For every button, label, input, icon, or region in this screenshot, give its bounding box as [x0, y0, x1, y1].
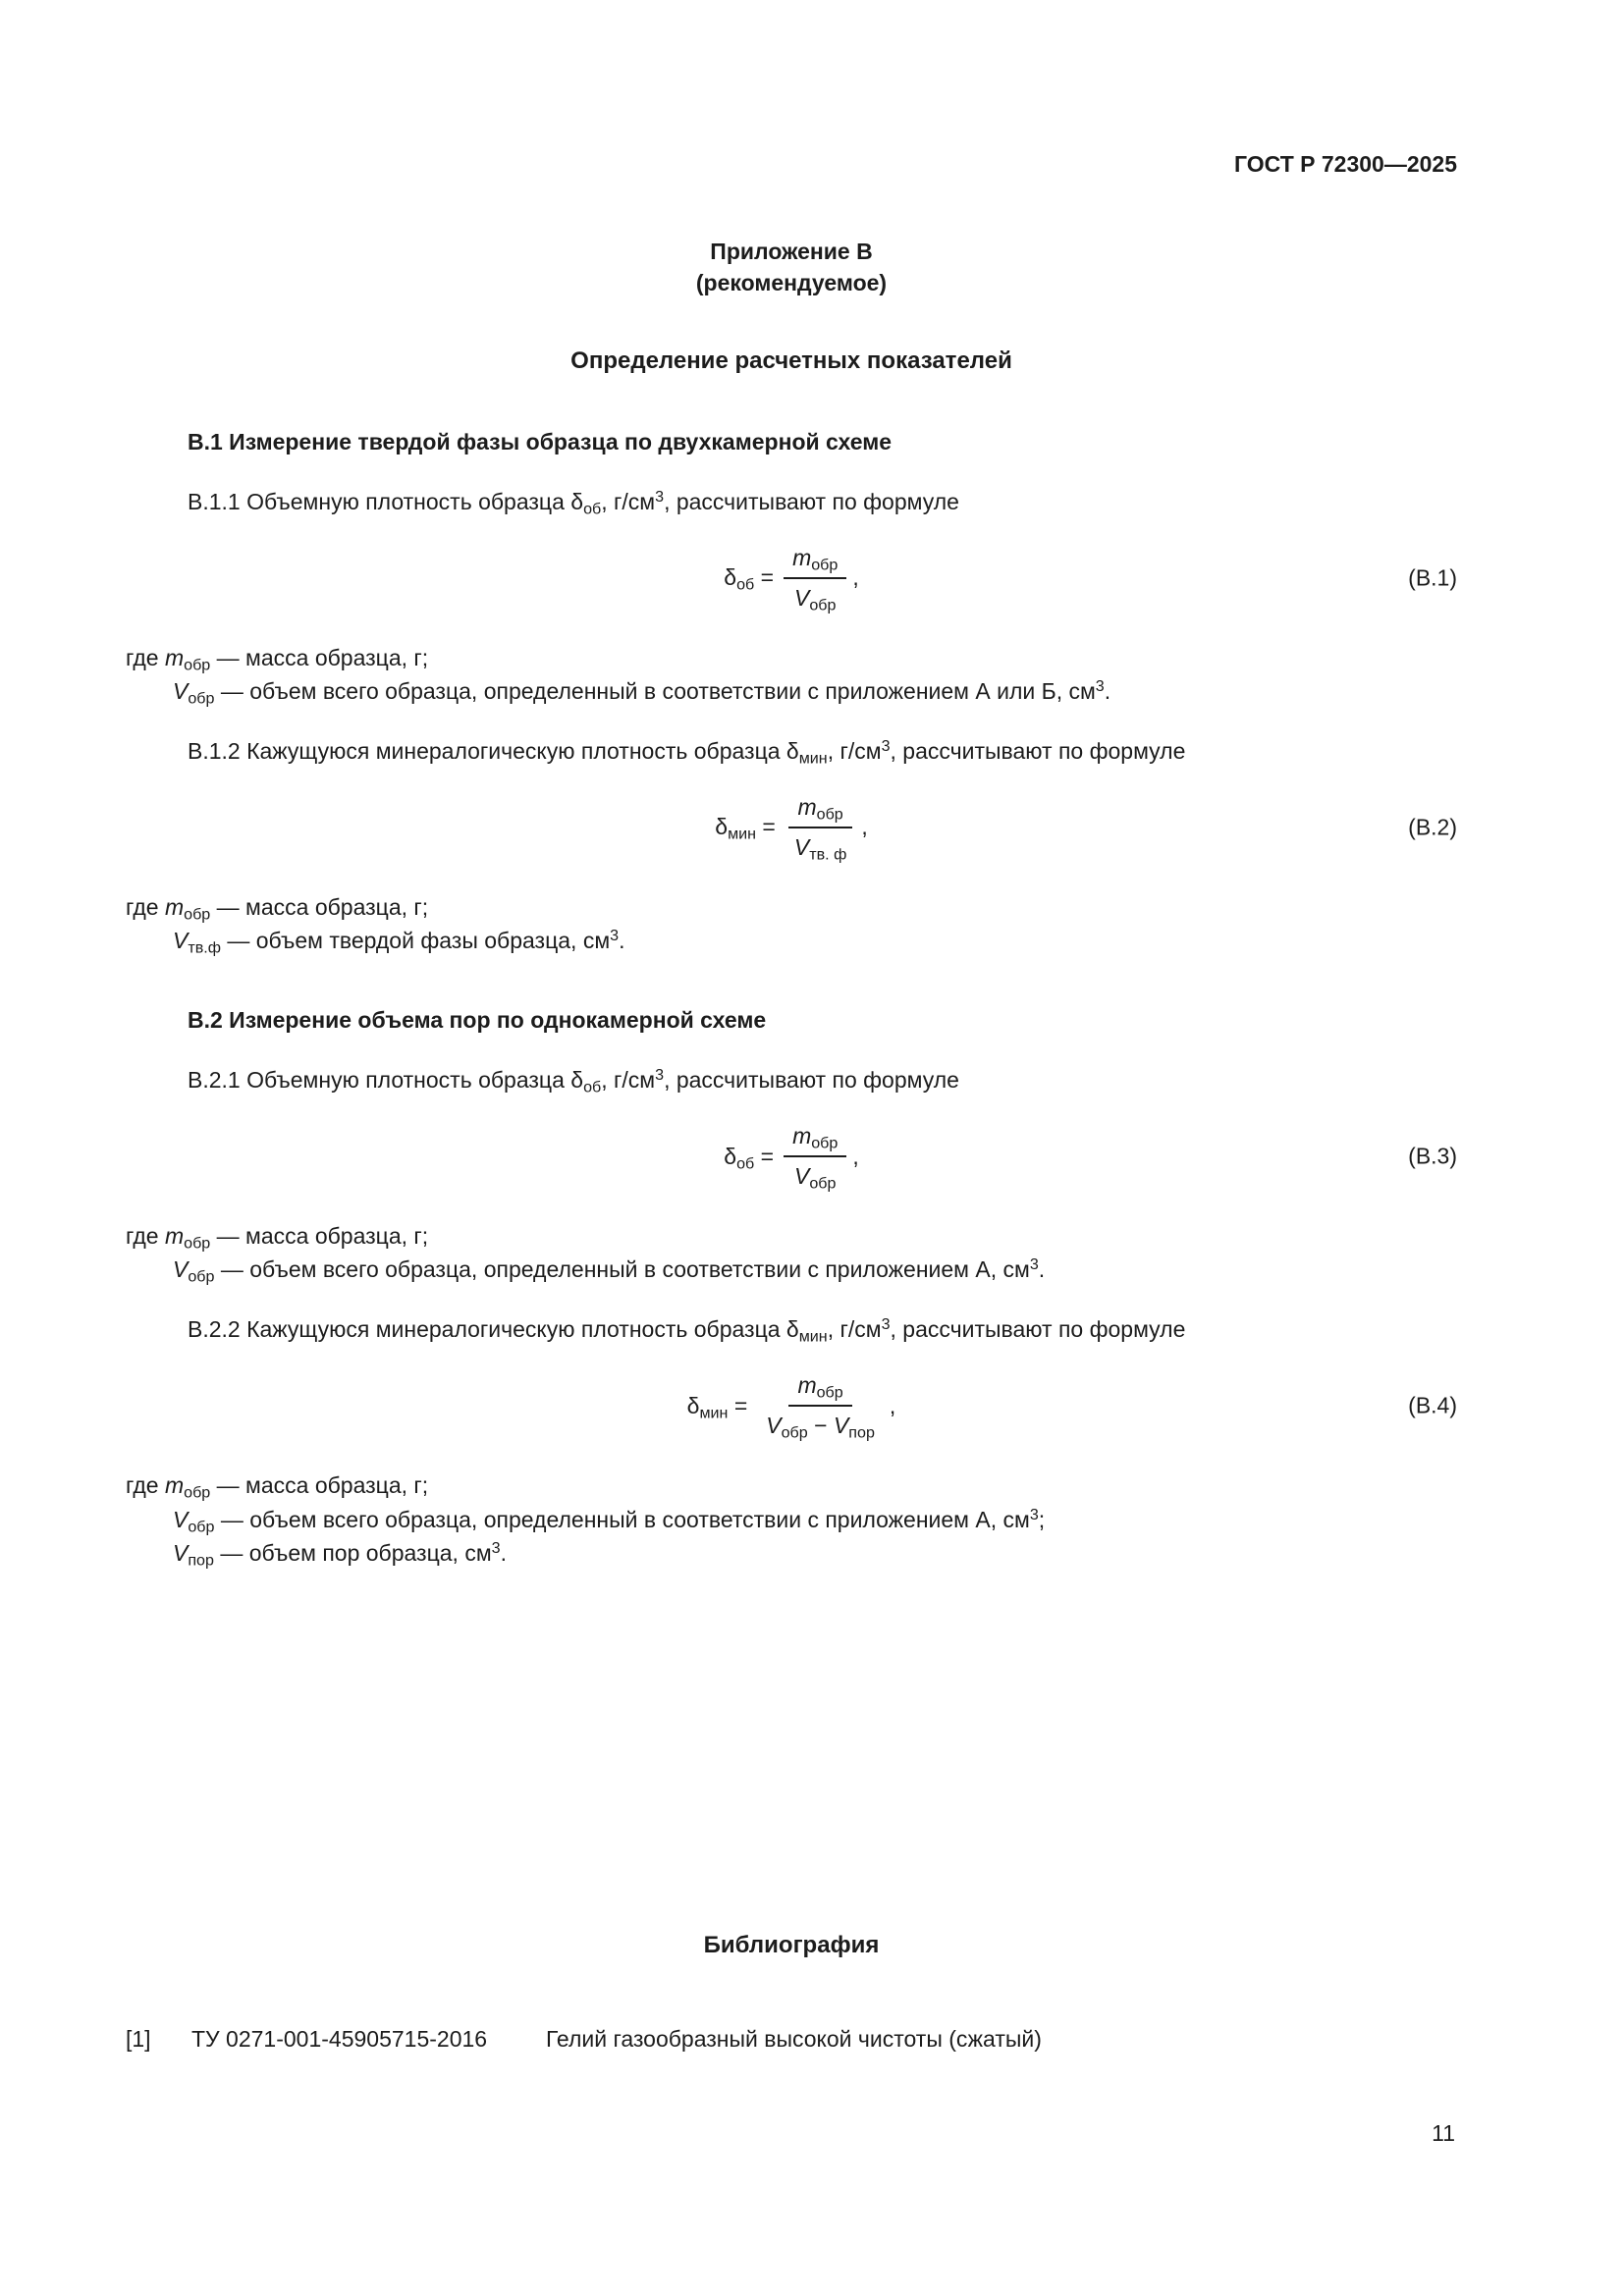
formula-number: (В.4): [1408, 1392, 1457, 1418]
formula-b1: [126, 543, 1457, 614]
bibliography-ref: [1]: [126, 2026, 151, 2052]
formula-b3: [126, 1121, 1457, 1192]
fraction: [784, 1121, 846, 1192]
bibliography-entry: [126, 2024, 1457, 2055]
formula-tail: ,: [889, 1392, 896, 1418]
where-line: $V_{тв.ф}$ — объем твердой фазы образца, $см^3$.: [173, 926, 625, 957]
where-line: где $m_{обр}$ — масса образца, г;: [126, 1472, 429, 1502]
paragraph-b2-1: В.2.1 Объемную плотность образца $\delta_{об}$, $г/см^3$, рассчитывают по формуле: [188, 1066, 959, 1096]
bibliography-title: Гелий газообразный высокой чистоты (сжатый): [546, 2026, 1042, 2052]
numerator: $m_{обр}$: [784, 543, 846, 579]
formula-body: [126, 792, 1457, 863]
formula-tail: ,: [852, 564, 859, 591]
numerator: $m_{обр}$: [784, 1121, 846, 1157]
formula-number: (В.1): [1408, 564, 1457, 591]
formula-number: (В.2): [1408, 814, 1457, 840]
denominator: $V_{обр} - V_{пор}$: [766, 1413, 875, 1442]
numerator: $m_{обр}$: [788, 1370, 851, 1407]
fraction: [784, 543, 846, 614]
where-line: где $m_{обр}$ — масса образца, г;: [126, 1223, 429, 1253]
formula-lhs: $\delta_{об}$ =: [724, 1143, 775, 1173]
where-line: где $m_{обр}$ — масса образца, г;: [126, 644, 429, 674]
denominator: $V_{обр}$: [793, 1163, 837, 1193]
numerator: $m_{обр}$: [788, 792, 851, 828]
section-title: Определение расчетных показателей: [570, 347, 1012, 375]
where-line: где $m_{обр}$ — масса образца, г;: [126, 893, 429, 924]
formula-number: (В.3): [1408, 1143, 1457, 1169]
formula-b2: [126, 792, 1457, 863]
doc-code: ГОСТ Р 72300—2025: [1234, 151, 1457, 177]
denominator: $V_{тв. ф}$: [793, 833, 847, 864]
fraction: [757, 1370, 884, 1441]
formula-lhs: $\delta_{мин}$ =: [715, 814, 776, 843]
bibliography-heading: Библиография: [703, 1931, 880, 1958]
page-number: 11: [1432, 2119, 1455, 2146]
formula-body: [126, 1370, 1457, 1441]
formula-body: [126, 543, 1457, 614]
denominator: $V_{обр}$: [793, 584, 837, 614]
heading-b2: В.2 Измерение объема пор по однокамерной схеме: [188, 1007, 767, 1034]
formula-lhs: $\delta_{об}$ =: [724, 564, 775, 594]
formula-tail: ,: [861, 814, 868, 840]
where-line: $V_{пор}$ — объем пор образца, $см^3$.: [173, 1538, 507, 1570]
heading-b1: В.1 Измерение твердой фазы образца по двухкамерной схеме: [188, 428, 893, 454]
appendix-type: (рекомендуемое): [695, 270, 888, 296]
where-line: $V_{обр}$ — объем всего образца, определенный в соответствии с приложением А, $см^3$.: [173, 1255, 1046, 1286]
formula-b4: [126, 1370, 1457, 1441]
where-line: $V_{обр}$ — объем всего образца, определенный в соответствии с приложением А, $см^3$;: [173, 1505, 1046, 1536]
appendix-title: Приложение В: [710, 239, 873, 265]
formula-lhs: $\delta_{мин}$ =: [686, 1392, 748, 1422]
bibliography-code: ТУ 0271-001-45905715-2016: [191, 2026, 488, 2052]
formula-tail: ,: [852, 1143, 859, 1169]
where-line: $V_{обр}$ — объем всего образца, определенный в соответствии с приложением А или Б, $см^3$.: [173, 676, 1111, 708]
paragraph-b2-2: В.2.2 Кажущуюся минералогическую плотность образца $\delta_{мин}$, $г/см^3$, рассчитывают по формуле: [188, 1315, 1186, 1346]
paragraph-b1-1: В.1.1 Объемную плотность образца $\delta_{об}$, $г/см^3$, рассчитывают по формуле: [188, 487, 959, 518]
paragraph-b1-2: В.1.2 Кажущуюся минералогическую плотность образца $\delta_{мин}$, $г/см^3$, рассчитывают по формуле: [188, 736, 1186, 768]
fraction: [785, 792, 855, 863]
formula-body: [126, 1121, 1457, 1192]
